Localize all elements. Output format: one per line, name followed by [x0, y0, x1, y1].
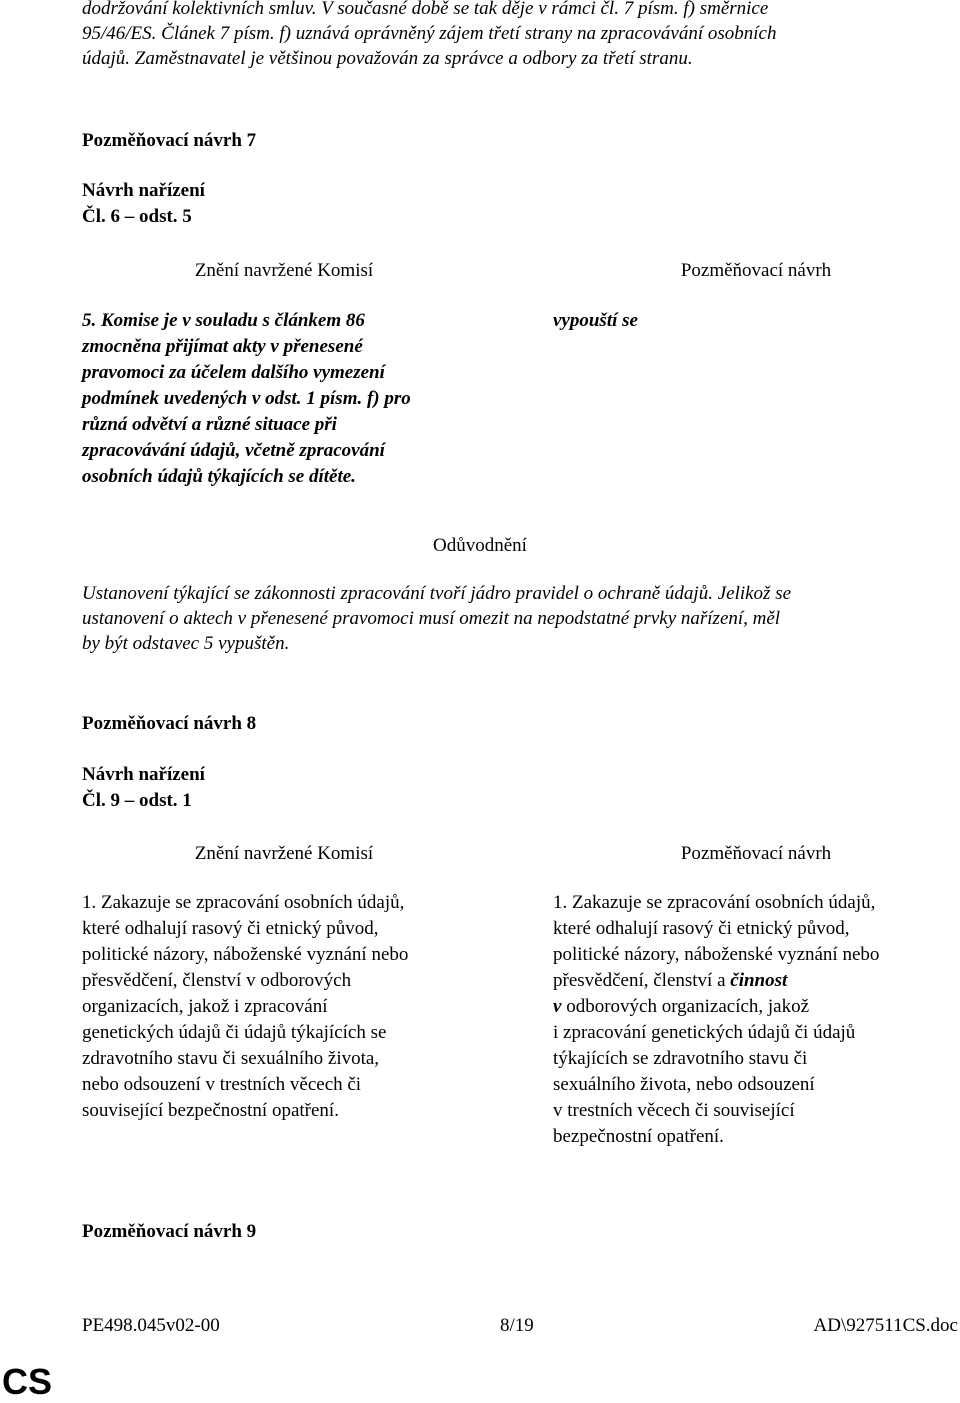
intro-line-3: údajů. Zaměstnavatel je většinou považován za správce a odbory za třetí stranu. — [82, 48, 693, 69]
justification-text — [82, 581, 942, 656]
footer-file-name: AD\927511CS.doc — [813, 1315, 958, 1336]
amendment-8-heading: Pozměňovací návrh 8 — [82, 713, 257, 734]
amendment-9-heading: Pozměňovací návrh 9 — [82, 1221, 257, 1242]
footer-page-number: 8/19 — [500, 1315, 534, 1336]
amendment-8-proposal: Návrh nařízení — [82, 764, 205, 785]
amendment-8-right-line-2: které odhalují rasový či etnický původ, — [553, 918, 850, 939]
justification-line-3: by být odstavec 5 vypuštěn. — [82, 633, 290, 654]
amendment-8-right-column-heading: Pozměňovací návrh — [680, 843, 832, 864]
amendment-7-proposal: Návrh nařízení — [82, 180, 205, 201]
amendment-8-amendment-text — [553, 890, 958, 1150]
justification-line-1: Ustanovení týkající se zákonnosti zpracování tvoří jádro pravidel o ochraně údajů. Jelikož se — [82, 583, 792, 604]
amendment-8-right-line-4 — [553, 968, 958, 994]
amendment-7-left-column-heading: Znění navržené Komisí — [194, 260, 374, 281]
amendment-8-right-line-1: 1. Zakazuje se zpracování osobních údajů, — [553, 892, 876, 913]
intro-paragraph — [82, 0, 942, 71]
amendment-8-inserted-word-cinnost: činnost — [730, 970, 788, 991]
amendment-7-commission-text: 5. Komise je v souladu s článkem 86 zmocněna přijímat akty v přenesené pravomoci za účelem dalšího vymezení podmínek uvedených v odst. 1 písm. f) pro různá odvětví a různé situace při zpracovávání údajů, včetně zpracování osobních údajů týkajících se dítěte. — [82, 310, 411, 487]
intro-line-2: 95/46/ES. Článek 7 písm. f) uznává oprávněný zájem třetí strany na zpracovávání osobních — [82, 23, 777, 44]
amendment-8-right-rest: i zpracování genetických údajů či údajů týkajících se zdravotního stavu či sexuálního života, nebo odsouzení v trestních věcech či související bezpečnostní opatření. — [553, 1022, 856, 1147]
amendment-8-left-column-heading: Znění navržené Komisí — [194, 843, 374, 864]
amendment-8-inserted-word-v: v — [553, 996, 562, 1017]
amendment-8-article: Čl. 9 – odst. 1 — [82, 790, 192, 811]
amendment-7-right-column-heading: Pozměňovací návrh — [680, 260, 832, 281]
amendment-8-right-line-4-text: přesvědčení, členství a — [553, 970, 731, 991]
amendment-8-right-line-3: politické názory, náboženské vyznání nebo — [553, 944, 880, 965]
footer-language-code: CS — [2, 1361, 53, 1402]
amendment-7-heading: Pozměňovací návrh 7 — [82, 130, 257, 151]
footer-doc-ref: PE498.045v02-00 — [82, 1315, 220, 1336]
intro-line-1: dodržování kolektivních smluv. V současné době se tak děje v rámci čl. 7 písm. f) směrnice — [82, 0, 769, 19]
amendment-7-article: Čl. 6 – odst. 5 — [82, 206, 192, 227]
amendment-7-amendment-text: vypouští se — [553, 310, 638, 331]
justification-heading: Odůvodnění — [433, 535, 527, 556]
justification-line-2: ustanovení o aktech v přenesené pravomoci musí omezit na nepodstatné prvky nařízení, měl — [82, 608, 781, 629]
amendment-8-right-line-5-text: odborových organizacích, jakož — [561, 996, 810, 1017]
amendment-8-commission-text: 1. Zakazuje se zpracování osobních údajů, které odhalují rasový či etnický původ, politické názory, náboženské vyznání nebo přesvědčení, členství v odborových organizacích, jakož i zpracování genetických údajů či údajů týkajících se zdravotního stavu či sexuálního života, nebo odsouzení v trestních věcech či související bezpečnostní opatření. — [82, 892, 409, 1121]
amendment-8-right-line-5 — [553, 994, 958, 1020]
